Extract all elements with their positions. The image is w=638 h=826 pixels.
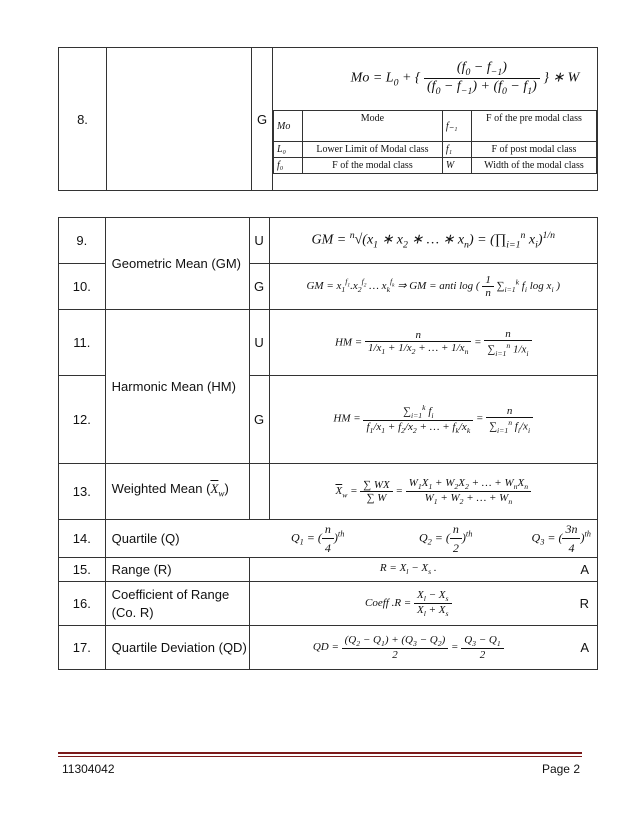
- mode-legend: [273, 110, 597, 180]
- range-formula-cell: [249, 558, 597, 582]
- legend-desc: Mode: [303, 111, 443, 142]
- formula-type: G: [249, 376, 269, 464]
- gm-grouped-formula: GM = $x_1^{f_1}.x_2^{f_2}$ … $x_k^{f_k}$ ⇒ GM = anti log ( $\frac{1}{n}$ $\sum_{i=1}^k$ $f_i$ $\log x_i$ ): [269, 264, 598, 310]
- formula-type: A: [580, 562, 589, 577]
- row-number: 10.: [59, 264, 106, 310]
- q1-formula: $Q_1$ = ( $\frac{n}{4}$ )$^{th}$: [290, 522, 345, 555]
- page-number: Page 2: [541, 762, 580, 776]
- means-table: [58, 217, 598, 670]
- empty-label-cell: [107, 48, 252, 191]
- quartile-row: [105, 520, 597, 558]
- row-number: 11.: [59, 310, 106, 376]
- formula-type: A: [580, 640, 589, 655]
- weighted-mean-label: Weighted Mean $(\overline{X}_w)$: [105, 464, 249, 520]
- mode-formula-cell: [273, 48, 598, 191]
- row-number: 8.: [59, 48, 107, 191]
- weighted-mean-label-text: Weighted Mean (: [111, 481, 211, 497]
- row-number: 14.: [59, 520, 106, 558]
- legend-desc: F of the pre modal class: [471, 111, 596, 142]
- gm-ungrouped-formula: GM = $^n√(x_1$ ∗ $x_2$ ∗ … ∗ $x_n$) = ($\prod_{i=1}^n$ $x_i)^{1/n}$: [269, 218, 598, 264]
- row-number: 16.: [59, 582, 106, 626]
- formula-type: U: [249, 310, 269, 376]
- legend-symbol: L₀: [274, 142, 303, 158]
- legend-symbol: f₋₁: [442, 111, 471, 142]
- hm-grouped-formula: HM = $\frac{\sum_{i=1}^k f_i}{f_1/x_1 + f_2/x_2 + \dots + f_k/x_k}$ = $\frac{n}{\sum_{i=1}^n f_i/x_i}$: [269, 376, 598, 464]
- coefficient-range-formula-cell: [249, 582, 597, 626]
- row-number: 17.: [59, 626, 106, 670]
- coefficient-range-label: Coefficient of Range (Co. R): [105, 582, 249, 626]
- row-number: 13.: [59, 464, 106, 520]
- q3-formula: $Q_3$ = ( $\frac{3n}{4}$ )$^{th}$: [531, 522, 591, 555]
- range-formula: $R = X_l - X_s$ .: [379, 562, 437, 577]
- mode-formula: $Mo = L_0$ + { $\frac{(f_0 - f_{-1})}{(f_0 - f_{-1}) + (f_0 - f_1)}$ } ∗ W: [350, 60, 580, 97]
- row-number: 9.: [59, 218, 106, 264]
- quartile-deviation-formula-cell: [249, 626, 597, 670]
- quartile-deviation-label: Quartile Deviation (QD): [105, 626, 249, 670]
- range-label: Range (R): [105, 558, 249, 582]
- legend-desc: Lower Limit of Modal class: [303, 142, 443, 158]
- q2-formula: $Q_2$ = ( $\frac{n}{2}$ )$^{th}$: [418, 522, 473, 555]
- gm-label: Geometric Mean (GM): [105, 218, 249, 310]
- mode-table: [58, 47, 598, 191]
- quartile-label: Quartile (Q): [111, 530, 180, 546]
- footer-divider: [58, 752, 582, 754]
- weighted-mean-formula: $\overline{X}_w$ = $\frac{\sum WX}{\sum W}$ = $\frac{W_1X_1 + W_2X_2 + \dots + W_nX_n}{W_1 + W_2 + \dots + W_n}$: [269, 464, 598, 520]
- legend-symbol: Mo: [274, 111, 303, 142]
- legend-symbol: f₀: [274, 158, 303, 174]
- legend-desc: F of the modal class: [303, 158, 443, 174]
- empty-type-cell: [249, 464, 269, 520]
- legend-desc: Width of the modal class: [471, 158, 596, 174]
- legend-symbol: f₁: [442, 142, 471, 158]
- quartile-deviation-formula: QD = $\frac{(Q_2 - Q_1) + (Q_3 - Q_2)}{2}$ = $\frac{Q_3 - Q_1}{2}$: [250, 634, 597, 661]
- hm-label: Harmonic Mean (HM): [105, 310, 249, 464]
- coefficient-range-formula: Coeff .R = $\frac{X_l - X_s}{X_l + X_s}$: [250, 589, 597, 618]
- document-id: 11304042: [62, 762, 115, 776]
- legend-symbol: W: [442, 158, 471, 174]
- hm-ungrouped-formula: HM = $\frac{n}{1/x_1 + 1/x_2 + \dots + 1/x_n}$ = $\frac{n}{\sum_{i=1}^n 1/x_i}$: [269, 310, 598, 376]
- formula-type: R: [579, 596, 589, 611]
- formula-type: G: [252, 48, 273, 191]
- row-number: 12.: [59, 376, 106, 464]
- footer-divider-thin: [58, 756, 582, 757]
- row-number: 15.: [59, 558, 106, 582]
- formula-type: U: [249, 218, 269, 264]
- formula-type: G: [249, 264, 269, 310]
- legend-desc: F of post modal class: [471, 142, 596, 158]
